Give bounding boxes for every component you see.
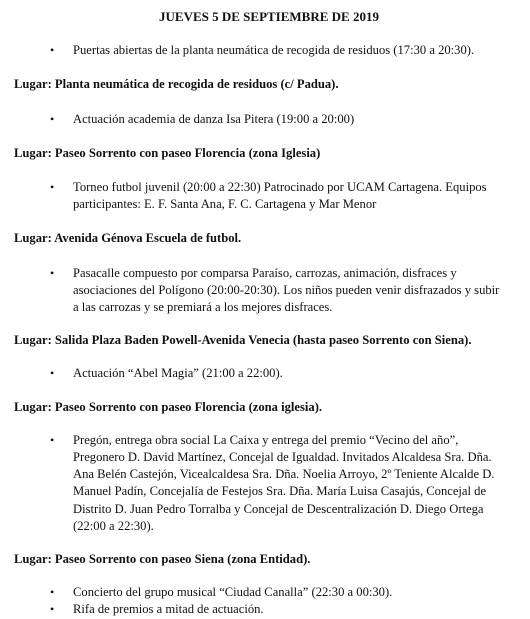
bullet-icon: • [50, 366, 55, 381]
event-list [14, 42, 516, 59]
event-item [14, 42, 516, 59]
event-item [14, 265, 516, 317]
location-line: Lugar: Salida Plaza Baden Powell-Avenida Venecia (hasta paseo Sorrento con Siena). [14, 333, 472, 348]
event-text: Puertas abiertas de la planta neumática de recogida de residuos (17:30 a 20:30). [73, 43, 475, 58]
event-item [14, 179, 516, 213]
event-text: Rifa de premios a mitad de actuación. [73, 602, 264, 617]
event-text: Torneo futbol juvenil (20:00 a 22:30) Patrocinado por UCAM Cartagena. Equipos participantes: E. F. Santa Ana, F. C. Cartagena y Mar Menor [73, 180, 487, 212]
event-list [14, 432, 516, 535]
event-text: Actuación “Abel Magia” (21:00 a 22:00). [73, 366, 283, 381]
bullet-icon: • [50, 180, 55, 195]
location-line: Lugar: Paseo Sorrento con paseo Florencia (zona Iglesia) [14, 145, 321, 160]
event-list [14, 365, 516, 382]
location-line: Lugar: Paseo Sorrento con paseo Florencia (zona iglesia). [14, 399, 323, 414]
event-list [14, 179, 516, 213]
event-item [14, 111, 516, 128]
location-line: Lugar: Planta neumática de recogida de residuos (c/ Padua). [14, 77, 339, 92]
event-text: Pregón, entrega obra social La Caixa y entrega del premio “Vecino del año”, Pregonero D. David Martínez, Concejal de Igualdad. Invitados Alcaldesa Sra. Dña. Ana Belén Castejón, Vicealcaldesa Sra. Dña. Noelia Arroyo, 2º Teniente Alcalde D. Manuel Padín, Concejalía de Festejos Sra. Dña. María Luisa Casajús, Concejal de Distrito D. Juan Pedro Torralba y Concejal de Descentralización D. Diego Ortega (22:00 a 22:30). [73, 432, 495, 533]
bullet-icon: • [50, 111, 55, 126]
bullet-icon: • [50, 585, 55, 600]
bullet-icon: • [50, 43, 55, 58]
event-list [14, 111, 516, 128]
event-item [14, 432, 516, 535]
event-item [14, 601, 516, 618]
bullet-icon: • [50, 265, 55, 280]
event-text: Pasacalle compuesto por comparsa Paraíso, carrozas, animación, disfraces y asociaciones del Polígono (20:00-20:30). Los niños pueden venir disfrazados y subir a las carrozas y se premiará a los mejores disfraces. [73, 265, 500, 315]
event-text: Concierto del grupo musical “Ciudad Canalla” (22:30 a 00:30). [73, 585, 393, 600]
event-item [14, 584, 516, 601]
location-line: Lugar: Avenida Génova Escuela de futbol. [14, 231, 242, 246]
event-text: Actuación academia de danza Isa Pitera (19:00 a 20:00) [73, 111, 355, 126]
bullet-icon: • [50, 602, 55, 617]
location-line: Lugar: Paseo Sorrento con paseo Siena (zona Entidad). [14, 552, 311, 567]
event-list [14, 584, 516, 618]
page-title: JUEVES 5 DE SEPTIEMBRE DE 2019 [159, 9, 379, 24]
event-list [14, 265, 516, 317]
event-item [14, 365, 516, 382]
bullet-icon: • [50, 432, 55, 447]
